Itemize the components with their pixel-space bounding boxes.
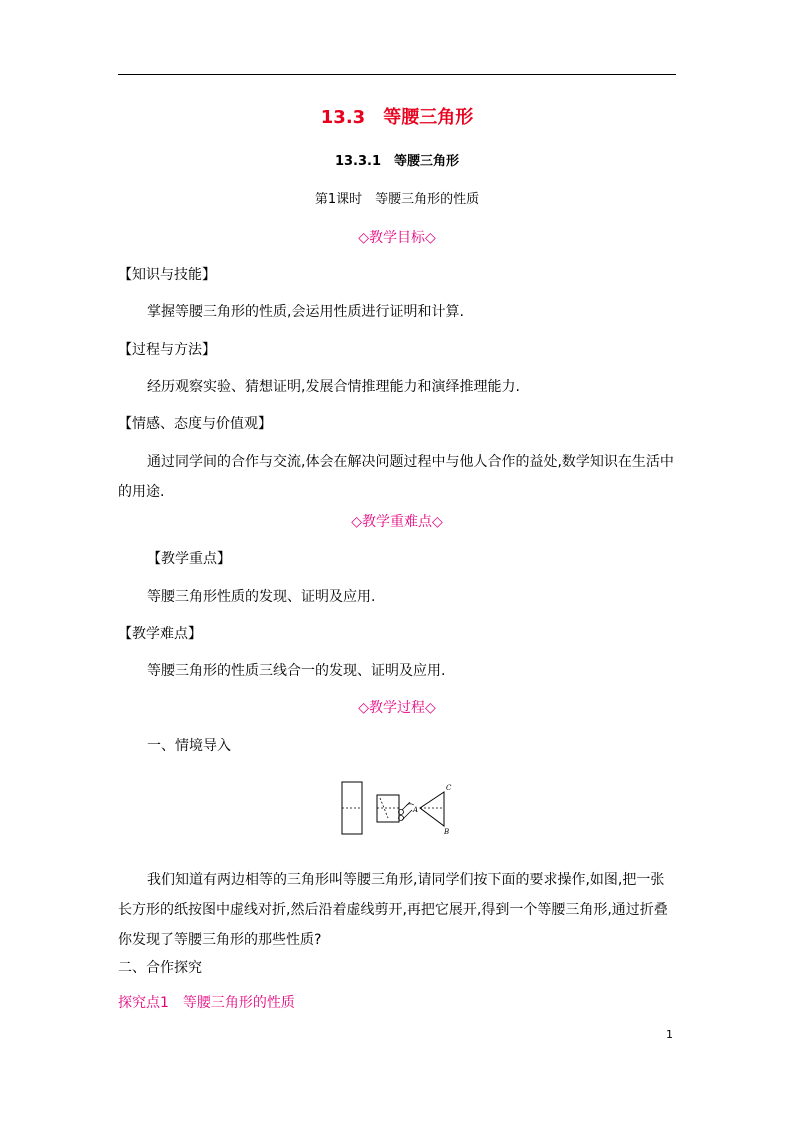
focus-text: 等腰三角形性质的发现、证明及应用. (147, 589, 376, 605)
subsection-title: 13.3.1 等腰三角形 (334, 154, 460, 169)
focus-heading: 【教学重点】 (147, 551, 231, 567)
label-a: A (413, 806, 419, 814)
difficulty-heading: 【教学难点】 (118, 626, 202, 642)
procedure-heading: ◇教学过程◇ (358, 700, 436, 716)
label-b: B (444, 828, 450, 836)
emotion-heading: 【情感、态度与价值观】 (118, 416, 272, 432)
paper-folding-figure (340, 780, 460, 838)
intro-text: 我们知道有两边相等的三角形叫等腰三角形,请同学们按下面的要求操作,如图,把一张长方形的纸按图中虚线对折,然后沿着虚线剪开,再把它展开,得到一个等腰三角形,通过折叠你发现了等腰三角形的那些性质? (118, 872, 668, 948)
knowledge-heading: 【知识与技能】 (118, 267, 216, 283)
difficulty-text: 等腰三角形的性质三线合一的发现、证明及应用. (147, 663, 446, 679)
page-number: 1 (666, 1028, 673, 1041)
page-title: 13.3 等腰三角形 (320, 107, 474, 128)
keypoints-heading: ◇教学重难点◇ (351, 514, 443, 530)
process-heading: 【过程与方法】 (118, 342, 216, 358)
label-c: C (446, 784, 452, 792)
intro-heading: 一、情境导入 (147, 738, 231, 754)
knowledge-text: 掌握等腰三角形的性质,会运用性质进行证明和计算. (147, 304, 464, 320)
goals-heading: ◇教学目标◇ (358, 230, 436, 246)
process-text: 经历观察实验、猜想证明,发展合情推理能力和演绎推理能力. (147, 379, 520, 395)
header-rule (118, 74, 676, 75)
coop-heading: 二、合作探究 (118, 960, 202, 976)
emotion-text: 通过同学间的合作与交流,体会在解决问题过程中与他人合作的益处,数学知识在生活中的用途. (118, 454, 674, 500)
lesson-title: 第1课时 等腰三角形的性质 (314, 192, 480, 207)
explore-heading: 探究点1 等腰三角形的性质 (118, 995, 295, 1011)
